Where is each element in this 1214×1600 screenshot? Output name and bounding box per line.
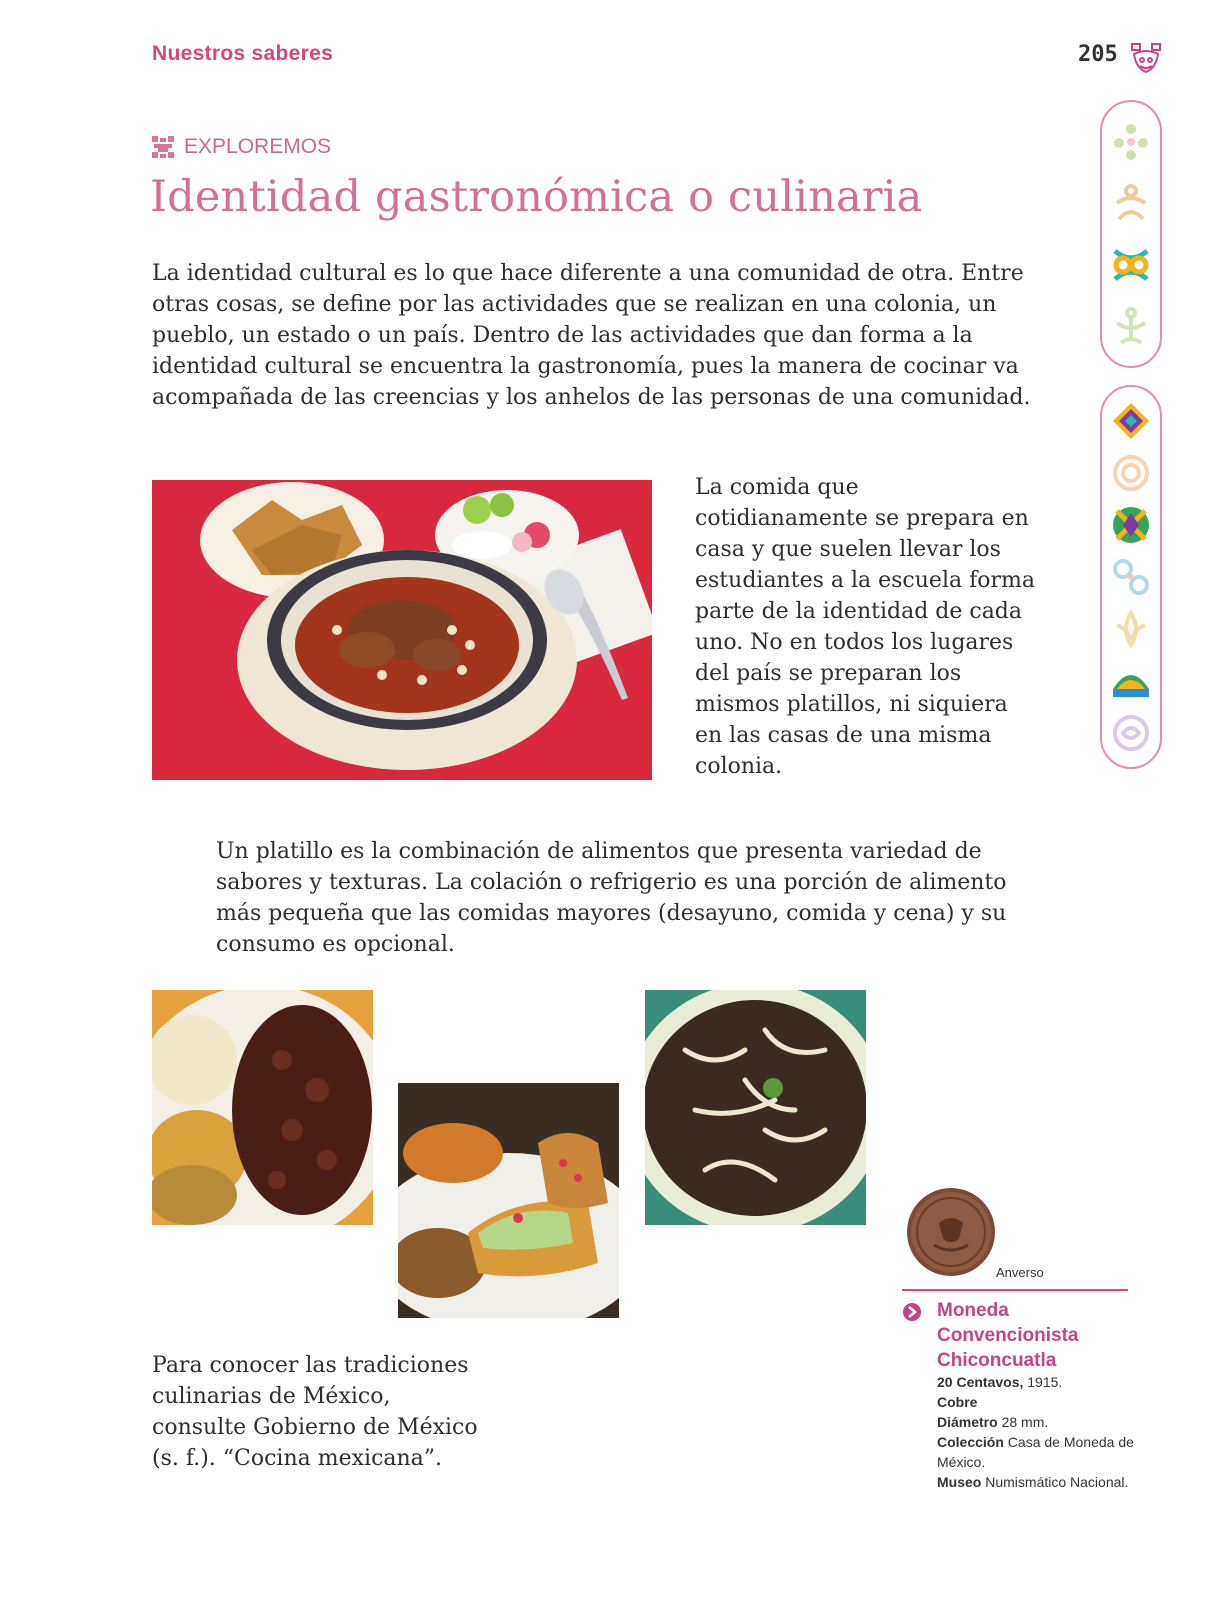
intro-paragraph: La identidad cultural es lo que hace diferente a una comunidad de otra. Entre otras cosas, se define por las actividades que se realizan en una colonia, un pueblo, un estado o un país. Dentro de las actividades que dan forma a la identidad cultural se encuentra la gastronomía, pues la manera de cocinar va acompañada de las creencias y los anhelos de las personas de una comunidad. — [152, 261, 1031, 410]
coin-title: Moneda Convencionista Chiconcuatla — [937, 1300, 1079, 1371]
reference-paragraph: Para conocer las tradiciones culinarias de México, consulte Gobierno de México (s. f.). “Cocina mexicana”. — [152, 1353, 478, 1471]
axis-icon-3-active — [1109, 503, 1153, 547]
axis-icon-4 — [1109, 555, 1153, 599]
enmoladas-photo — [645, 990, 866, 1225]
section-label — [150, 134, 331, 160]
coin-image — [906, 1187, 996, 1277]
platillo-paragraph: Un platillo es la combinación de alimentos que presenta variedad de sabores y texturas. La colación o refrigerio es una porción de alimento más pequeña que las comidas mayores (desayuno, comida y cena) y su consumo es opcional. — [216, 839, 1007, 957]
page-number: 205 — [1078, 42, 1118, 67]
coin-divider — [902, 1289, 1128, 1291]
running-header: Nuestros saberes — [152, 42, 334, 65]
ejes-articuladores-pill — [1100, 385, 1162, 769]
axis-icon-2 — [1109, 451, 1153, 495]
section-label-text: EXPLOREMOS — [184, 135, 332, 158]
coin-detail-row: Museo Numismático Nacional. — [937, 1474, 1129, 1490]
coin-details — [937, 1372, 1137, 1492]
glyph-ornament-icon — [1128, 38, 1164, 76]
daily-food-paragraph: La comida que cotidianamente se prepara en casa y que suelen llevar los estudiantes a la escuela forma parte de la identidad de cada uno. No en todos los lugares del país se preparan los mismos platillos, ni siquiera en las casas de una misma colonia. — [695, 475, 1035, 779]
campos-formativos-pill — [1100, 100, 1162, 368]
axis-icon-7 — [1109, 711, 1153, 755]
field-icon-3-active — [1109, 243, 1153, 287]
page-title: Identidad gastronómica o culinaria — [150, 172, 923, 222]
axis-icon-1-active — [1109, 399, 1153, 443]
axis-icon-5 — [1109, 607, 1153, 651]
field-icon-1 — [1109, 119, 1153, 163]
pozole-photo — [152, 480, 652, 780]
coin-detail-row: 20 Centavos, 1915. — [937, 1374, 1063, 1390]
field-icon-2 — [1109, 181, 1153, 225]
field-icon-4 — [1109, 305, 1153, 349]
coin-caption: Anverso — [996, 1265, 1044, 1280]
tacos-photo — [398, 1083, 619, 1318]
mole-plate-photo — [152, 990, 373, 1225]
coin-detail-row: Cobre — [937, 1394, 978, 1410]
coin-detail-row: Colección Casa de Moneda de México. — [937, 1434, 1134, 1470]
chevron-right-icon — [902, 1302, 922, 1322]
coin-detail-row: Diámetro 28 mm. — [937, 1414, 1049, 1430]
axis-icon-6-active — [1109, 659, 1153, 703]
exploremos-icon — [150, 134, 176, 160]
